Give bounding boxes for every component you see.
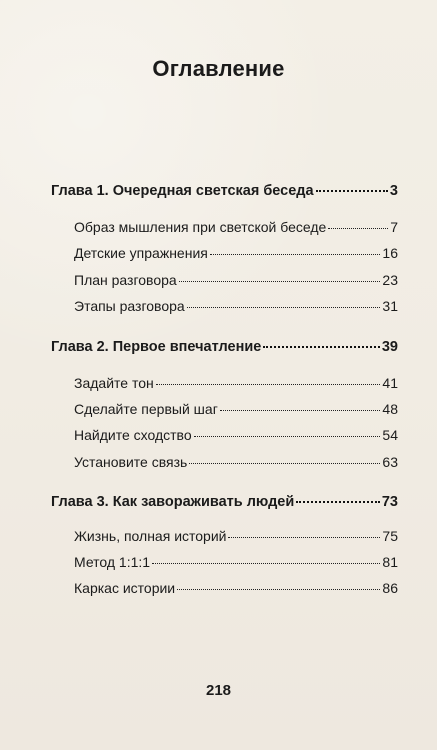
page-title: Оглавление bbox=[152, 56, 285, 81]
toc-item-page: 81 bbox=[382, 554, 398, 570]
toc-chapter-page: 73 bbox=[381, 494, 398, 510]
dot-leader bbox=[187, 307, 381, 308]
toc-item-page: 31 bbox=[382, 298, 398, 314]
toc-item-page: 23 bbox=[382, 272, 398, 288]
toc-item bbox=[74, 375, 398, 391]
toc-item-label: Жизнь, полная историй bbox=[74, 528, 227, 544]
toc-item-label: Образ мышления при светской беседе bbox=[74, 219, 327, 235]
toc-item-label: Детские упражнения bbox=[74, 245, 208, 261]
dot-leader bbox=[179, 281, 381, 282]
dot-leader bbox=[263, 346, 380, 348]
toc-chapter-2 bbox=[51, 339, 398, 355]
toc-chapter-label: Глава 3. Как завораживать людей bbox=[51, 494, 295, 510]
toc-item-label: Задайте тон bbox=[74, 375, 154, 391]
toc-item bbox=[74, 554, 398, 570]
toc-item-label: Сделайте первый шаг bbox=[74, 401, 218, 417]
dot-leader bbox=[152, 563, 380, 564]
dot-leader bbox=[177, 589, 380, 590]
page-number: 218 bbox=[205, 682, 232, 699]
toc-item bbox=[74, 272, 398, 288]
toc-item bbox=[74, 454, 398, 470]
toc-item bbox=[74, 528, 398, 544]
toc-chapter-label: Глава 2. Первое впечатление bbox=[51, 339, 262, 355]
toc-chapter-page: 3 bbox=[389, 183, 398, 199]
toc-item-page: 86 bbox=[382, 580, 398, 596]
toc-chapter-page: 39 bbox=[381, 339, 398, 355]
dot-leader bbox=[316, 190, 388, 192]
toc-item bbox=[74, 219, 398, 235]
toc-chapter-label: Глава 1. Очередная светская беседа bbox=[51, 183, 314, 199]
toc-item-page: 48 bbox=[382, 401, 398, 417]
toc-item bbox=[74, 580, 398, 596]
toc-item-page: 16 bbox=[382, 245, 398, 261]
toc-item-page: 41 bbox=[382, 375, 398, 391]
toc-chapter-3 bbox=[51, 494, 398, 510]
toc-item-label: Этапы разговора bbox=[74, 298, 185, 314]
toc-chapter-1 bbox=[51, 183, 398, 199]
toc-item-page: 7 bbox=[390, 219, 398, 235]
toc-item bbox=[74, 245, 398, 261]
toc-item-label: Установите связь bbox=[74, 454, 188, 470]
dot-leader bbox=[189, 463, 380, 464]
toc-item bbox=[74, 401, 398, 417]
toc-item bbox=[74, 298, 398, 314]
toc-item-label: План разговора bbox=[74, 272, 177, 288]
toc-item-label: Найдите сходство bbox=[74, 427, 192, 443]
dot-leader bbox=[194, 436, 381, 437]
toc-item-page: 63 bbox=[382, 454, 398, 470]
dot-leader bbox=[328, 228, 388, 229]
dot-leader bbox=[220, 410, 381, 411]
toc-item-page: 54 bbox=[382, 427, 398, 443]
toc-item bbox=[74, 427, 398, 443]
toc-item-label: Метод 1:1:1 bbox=[74, 554, 151, 570]
toc-item-label: Каркас истории bbox=[74, 580, 176, 596]
dot-leader bbox=[228, 537, 380, 538]
dot-leader bbox=[210, 254, 381, 255]
dot-leader bbox=[296, 501, 380, 503]
dot-leader bbox=[156, 384, 381, 385]
toc-item-page: 75 bbox=[382, 528, 398, 544]
